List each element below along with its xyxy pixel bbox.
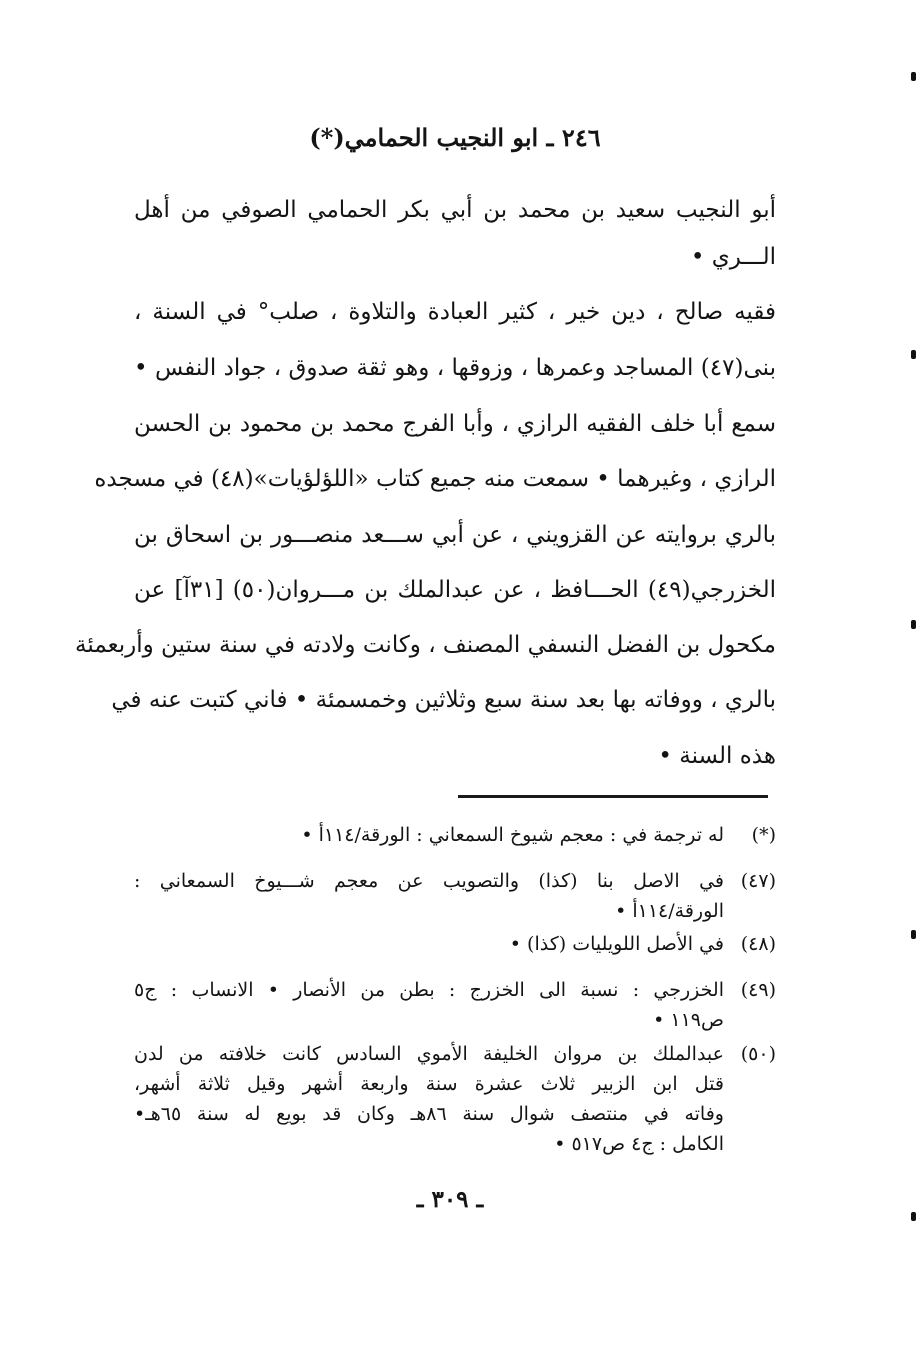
edge-mark bbox=[911, 620, 916, 629]
footnote-line: عبدالملك بن مروان الخليفة الأموي السادس كانت خلافته من لدن bbox=[134, 1043, 724, 1065]
footnote bbox=[134, 820, 776, 850]
footnote bbox=[134, 975, 776, 1035]
edge-mark bbox=[911, 1212, 916, 1221]
body-line: مكحول بن الفضل النسفي المصنف ، وكانت ولادته في سنة ستين وأربعمئة bbox=[75, 632, 776, 658]
edge-mark bbox=[911, 72, 916, 81]
biography-heading: ٢٤٦ ـ ابو النجيب الحمامي(*) bbox=[309, 123, 601, 152]
footnote bbox=[134, 929, 776, 959]
body-line: أبو النجيب سعيد بن محمد بن أبي بكر الحمامي الصوفي من أهل bbox=[134, 197, 776, 223]
footnote-line: وفاته في منتصف شوال سنة ٨٦هـ وكان قد بويع له سنة ٦٥هـ• bbox=[134, 1103, 724, 1125]
footnote-line: في الأصل اللويليات (كذا) • bbox=[509, 933, 724, 955]
footnote-line: الخزرجي : نسبة الى الخزرج : بطن من الأنصار • الانساب : ج٥ bbox=[134, 979, 724, 1001]
body-line: الرازي ، وغيرهما • سمعت منه جميع كتاب «اللؤلؤيات»(٤٨) في مسجده bbox=[94, 466, 776, 492]
footnote-marker: (٥٠) bbox=[740, 1043, 776, 1065]
edge-mark bbox=[911, 930, 916, 939]
body-line: الـــري • bbox=[690, 244, 776, 270]
footnote-line: ص١١٩ • bbox=[653, 1009, 724, 1031]
footnote bbox=[134, 866, 776, 926]
body-line: بالري بروايته عن القزويني ، عن أبي ســـعد منصـــور بن اسحاق بن bbox=[134, 522, 776, 548]
footnote-line: قتل ابن الزبير ثلاث عشرة سنة واربعة أشهر وقيل ثلاثة أشهر، bbox=[134, 1073, 724, 1095]
footnote-separator bbox=[458, 795, 768, 798]
footnote-line: له ترجمة في : معجم شيوخ السمعاني : الورقة/١١٤أ • bbox=[301, 824, 724, 846]
body-line: بالري ، ووفاته بها بعد سنة سبع وثلاثين وخمسمئة • فاني كتبت عنه في bbox=[111, 687, 776, 713]
footnote-line: في الاصل بنا (كذا) والتصويب عن معجم شـــيوخ السمعاني : bbox=[134, 870, 724, 892]
body-line: هذه السنة • bbox=[658, 743, 776, 769]
footnote-marker: (٤٩) bbox=[740, 979, 776, 1001]
footnote-marker: (*) bbox=[751, 824, 776, 846]
footnote-marker: (٤٧) bbox=[740, 870, 776, 892]
page-number: ـ ٣٠٩ ـ bbox=[416, 1186, 484, 1213]
body-line: الخزرجي(٤٩) الحـــافظ ، عن عبدالملك بن مـــروان(٥٠) [٣١آ] عن bbox=[134, 577, 776, 603]
edge-mark bbox=[911, 350, 916, 359]
footnote-marker: (٤٨) bbox=[740, 933, 776, 955]
body-line: بنى(٤٧) المساجد وعمرها ، وزوقها ، وهو ثقة صدوق ، جواد النفس • bbox=[134, 355, 776, 381]
body-line: سمع أبا خلف الفقيه الرازي ، وأبا الفرج محمد بن محمود بن الحسن bbox=[134, 411, 776, 437]
footnote-line: الورقة/١١٤أ • bbox=[615, 900, 724, 922]
body-line: فقيه صالح ، دين خير ، كثير العبادة والتلاوة ، صلب° في السنة ، bbox=[134, 299, 776, 325]
footnote bbox=[134, 1039, 776, 1159]
footnote-line: الكامل : ج٤ ص٥١٧ • bbox=[554, 1133, 724, 1155]
